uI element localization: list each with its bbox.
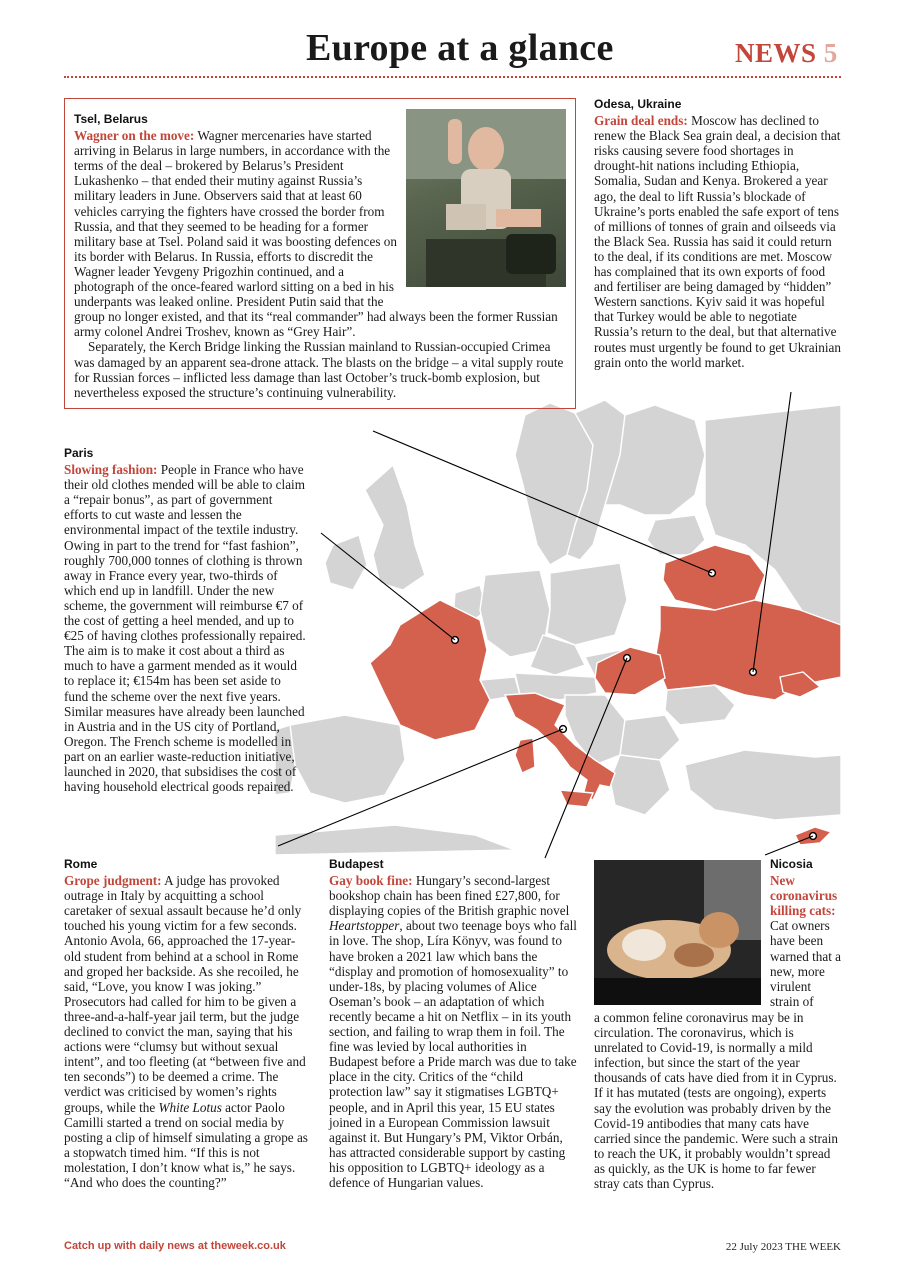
cat-photo	[594, 860, 761, 1005]
marker-tsel	[709, 570, 716, 577]
nicosia-body: Cat owners have been warned that a new, more virulent strain of	[770, 918, 842, 1009]
odesa-headline: Grain deal ends:	[594, 113, 688, 129]
budapest-story	[329, 857, 577, 1190]
odesa-place: Odesa, Ukraine	[594, 97, 682, 111]
budapest-headline: Gay book fine:	[329, 873, 413, 889]
marker-nicosia	[810, 833, 817, 840]
tsel-story	[74, 112, 569, 400]
page-number: 5	[823, 38, 838, 68]
nicosia-story	[770, 857, 842, 1009]
marker-rome	[560, 726, 567, 733]
rome-italic-title: White Lotus	[158, 1099, 222, 1115]
marker-paris	[452, 637, 459, 644]
rome-place: Rome	[64, 857, 98, 871]
cat-illustration	[594, 860, 761, 1005]
paris-headline: Slowing fashion:	[64, 462, 158, 478]
tsel-body: Wagner mercenaries have started arriving in Belarus in large numbers, in accordance with the terms of the deal – brokered by Belarus’s President Lukashenko – that ended their mutiny against Russia’s military leaders in June. Observers said that at least 60 vehicles carrying the fighters have crossed the border from Russia, and that they seemed to be heading for a former military base at Tsel. Poland said it was boosting defences on its border with Belarus. In Russia, efforts to discredit the Wagner leader Yevgeny Prigozhin continued, and a photograph of the once-feared warlord sitting on a bed in his underpants was leaked online. President Putin said that the group no longer existed, and that its “real commander” had always been the former Russian army colonel Andrei Troshev, known as “Grey Hair”.	[74, 128, 558, 340]
europe-map	[275, 395, 841, 855]
paris-body: People in France who have their old clothes mended will be able to claim a “repair bonus”, as part of government efforts to cut waste and lessen the environmental impact of the textile industry. Owing in part to the trend for “fast fashion”, roughly 700,000 tonnes of clothing is thrown away in France every year, two-thirds of which end up in landfill. Under the new scheme, the government will reimburse €7 of the cost of getting a heel mended, and up to €25 of having clothes professionally repaired. The aim is to make it cost about a third as much to have a garment mended as it would to replace it; €154m has been set aside to fund the scheme over the next five years. Similar measures have already been launched in Austria and in the US city of Portland, Oregon. The French scheme is modelled in part on an earlier waste-reduction initiative, launched in 2020, that subsidises the cost of having household electrical goods repaired.	[64, 462, 306, 795]
page-title: Europe at a glance	[306, 27, 614, 69]
rome-body-2: actor Paolo Camilli started a trend on social media by posting a clip of himself simulating a grope as a stopwatch timed him. “If this is not molestation, I don’t know what is,” he says. “And who does the counting?”	[64, 1099, 308, 1190]
rome-headline: Grope judgment:	[64, 873, 162, 889]
nicosia-place: Nicosia	[770, 857, 813, 871]
rome-body: A judge has provoked outrage in Italy by acquitting a school caretaker of sexual assault because he’d only touched his young victim for a few seconds. Antonio Avola, 66, approached the 17-year-old student from behind at a school in Rome and groped her backside. As she recoiled, he said, “Love, you know I was joking.” Prosecutors had called for him to be given a three-and-a-half-year jail term, but the judge declined to convict the man, saying that his actions were “clumsy but without sexual intent”, and too fleeting (at “between five and ten seconds”) to be deemed a crime. The verdict was criticised by women’s rights groups, while the	[64, 873, 306, 1115]
nicosia-headline: New coronavirus killing cats:	[770, 873, 838, 919]
header-divider	[64, 76, 841, 78]
budapest-body: Hungary’s second-largest bookshop chain has been fined £27,800, for displaying copies of the British graphic novel	[329, 873, 570, 919]
marker-budapest	[624, 655, 631, 662]
tsel-body-2: Separately, the Kerch Bridge linking the Russian mainland to Russian-occupied Crimea was damaged by an apparent sea-drone attack. The blasts on the bridge – a vital supply route for Russian forces – inflicted less damage than last October’s truck-bomb explosion, but nevertheless exposed the structure’s continuing vulnerability.	[74, 339, 564, 400]
paris-place: Paris	[64, 446, 94, 460]
budapest-body-2: , about two teenage boys who fall in love. The shop, Líra Könyv, was found to have broken a 2021 law which bans the “display and promotion of homosexuality” to under-18s, by placing volumes of Alice Oseman’s book – an adaptation of which recently became a hit on Netflix – in its youth section, and failing to wrap them in foil. The fine was levied by local authorities in Budapest before a Pride march was due to take place in the city. Critics of the “child protection law” say it stigmatises LGBTQ+ people, and in April this year, 15 EU states joined in a European Commission lawsuit against it. But Hungary’s PM, Viktor Orbán, has attracted considerable support by casting his opposition to LGBTQ+ ideology as a defence of Hungarian values.	[329, 918, 577, 1190]
paris-story	[64, 446, 308, 794]
budapest-italic-title: Heartstopper	[329, 918, 400, 934]
budapest-place: Budapest	[329, 857, 384, 871]
rome-story	[64, 857, 312, 1190]
tsel-headline: Wagner on the move:	[74, 128, 195, 144]
nicosia-story-cont	[594, 1010, 842, 1191]
nicosia-body-2: a common feline coronavirus may be in circulation. The coronavirus, which is unrelated to Covid-19, is normally a mild infection, but since the start of the year thousands of cats have died from it in Cyprus. If it has mutated (tests are ongoing), experts say the evolution was probably driven by the Covid-19 antibodies that many cats have carried since the pandemic. Were such a strain to reach the UK, it probably wouldn’t spread as quickly, as the UK is home to far fewer stray cats than Cyprus.	[594, 1010, 839, 1192]
odesa-story	[594, 97, 842, 370]
odesa-body: Moscow has declined to renew the Black Sea grain deal, a decision that risks causing severe food shortages in drought-hit nations including Ethiopia, Somalia, Sudan and Kenya. Brokered a year ago, the deal to lift Russia’s blockade of Ukraine’s ports enabled the safe export of tens of millions of tonnes of grain and oilseeds via the Black Sea. Russia has said it could return to the deal, if its conditions are met. Moscow has complained that its own exports of food and fertiliser are being damaged by “hidden” Western sanctions. Kyiv said it was hopeful that Turkey would be able to negotiate Russia’s return to the deal, but that alternative routes must urgently be found to get Ukrainian grain onto the world market.	[594, 113, 841, 370]
marker-odesa	[750, 669, 757, 676]
footer-link[interactable]: Catch up with daily news at theweek.co.uk	[64, 1240, 286, 1252]
tsel-place: Tsel, Belarus	[74, 112, 148, 126]
section-label: NEWS 5	[735, 38, 838, 68]
footer-date: 22 July 2023 THE WEEK	[725, 1241, 841, 1253]
